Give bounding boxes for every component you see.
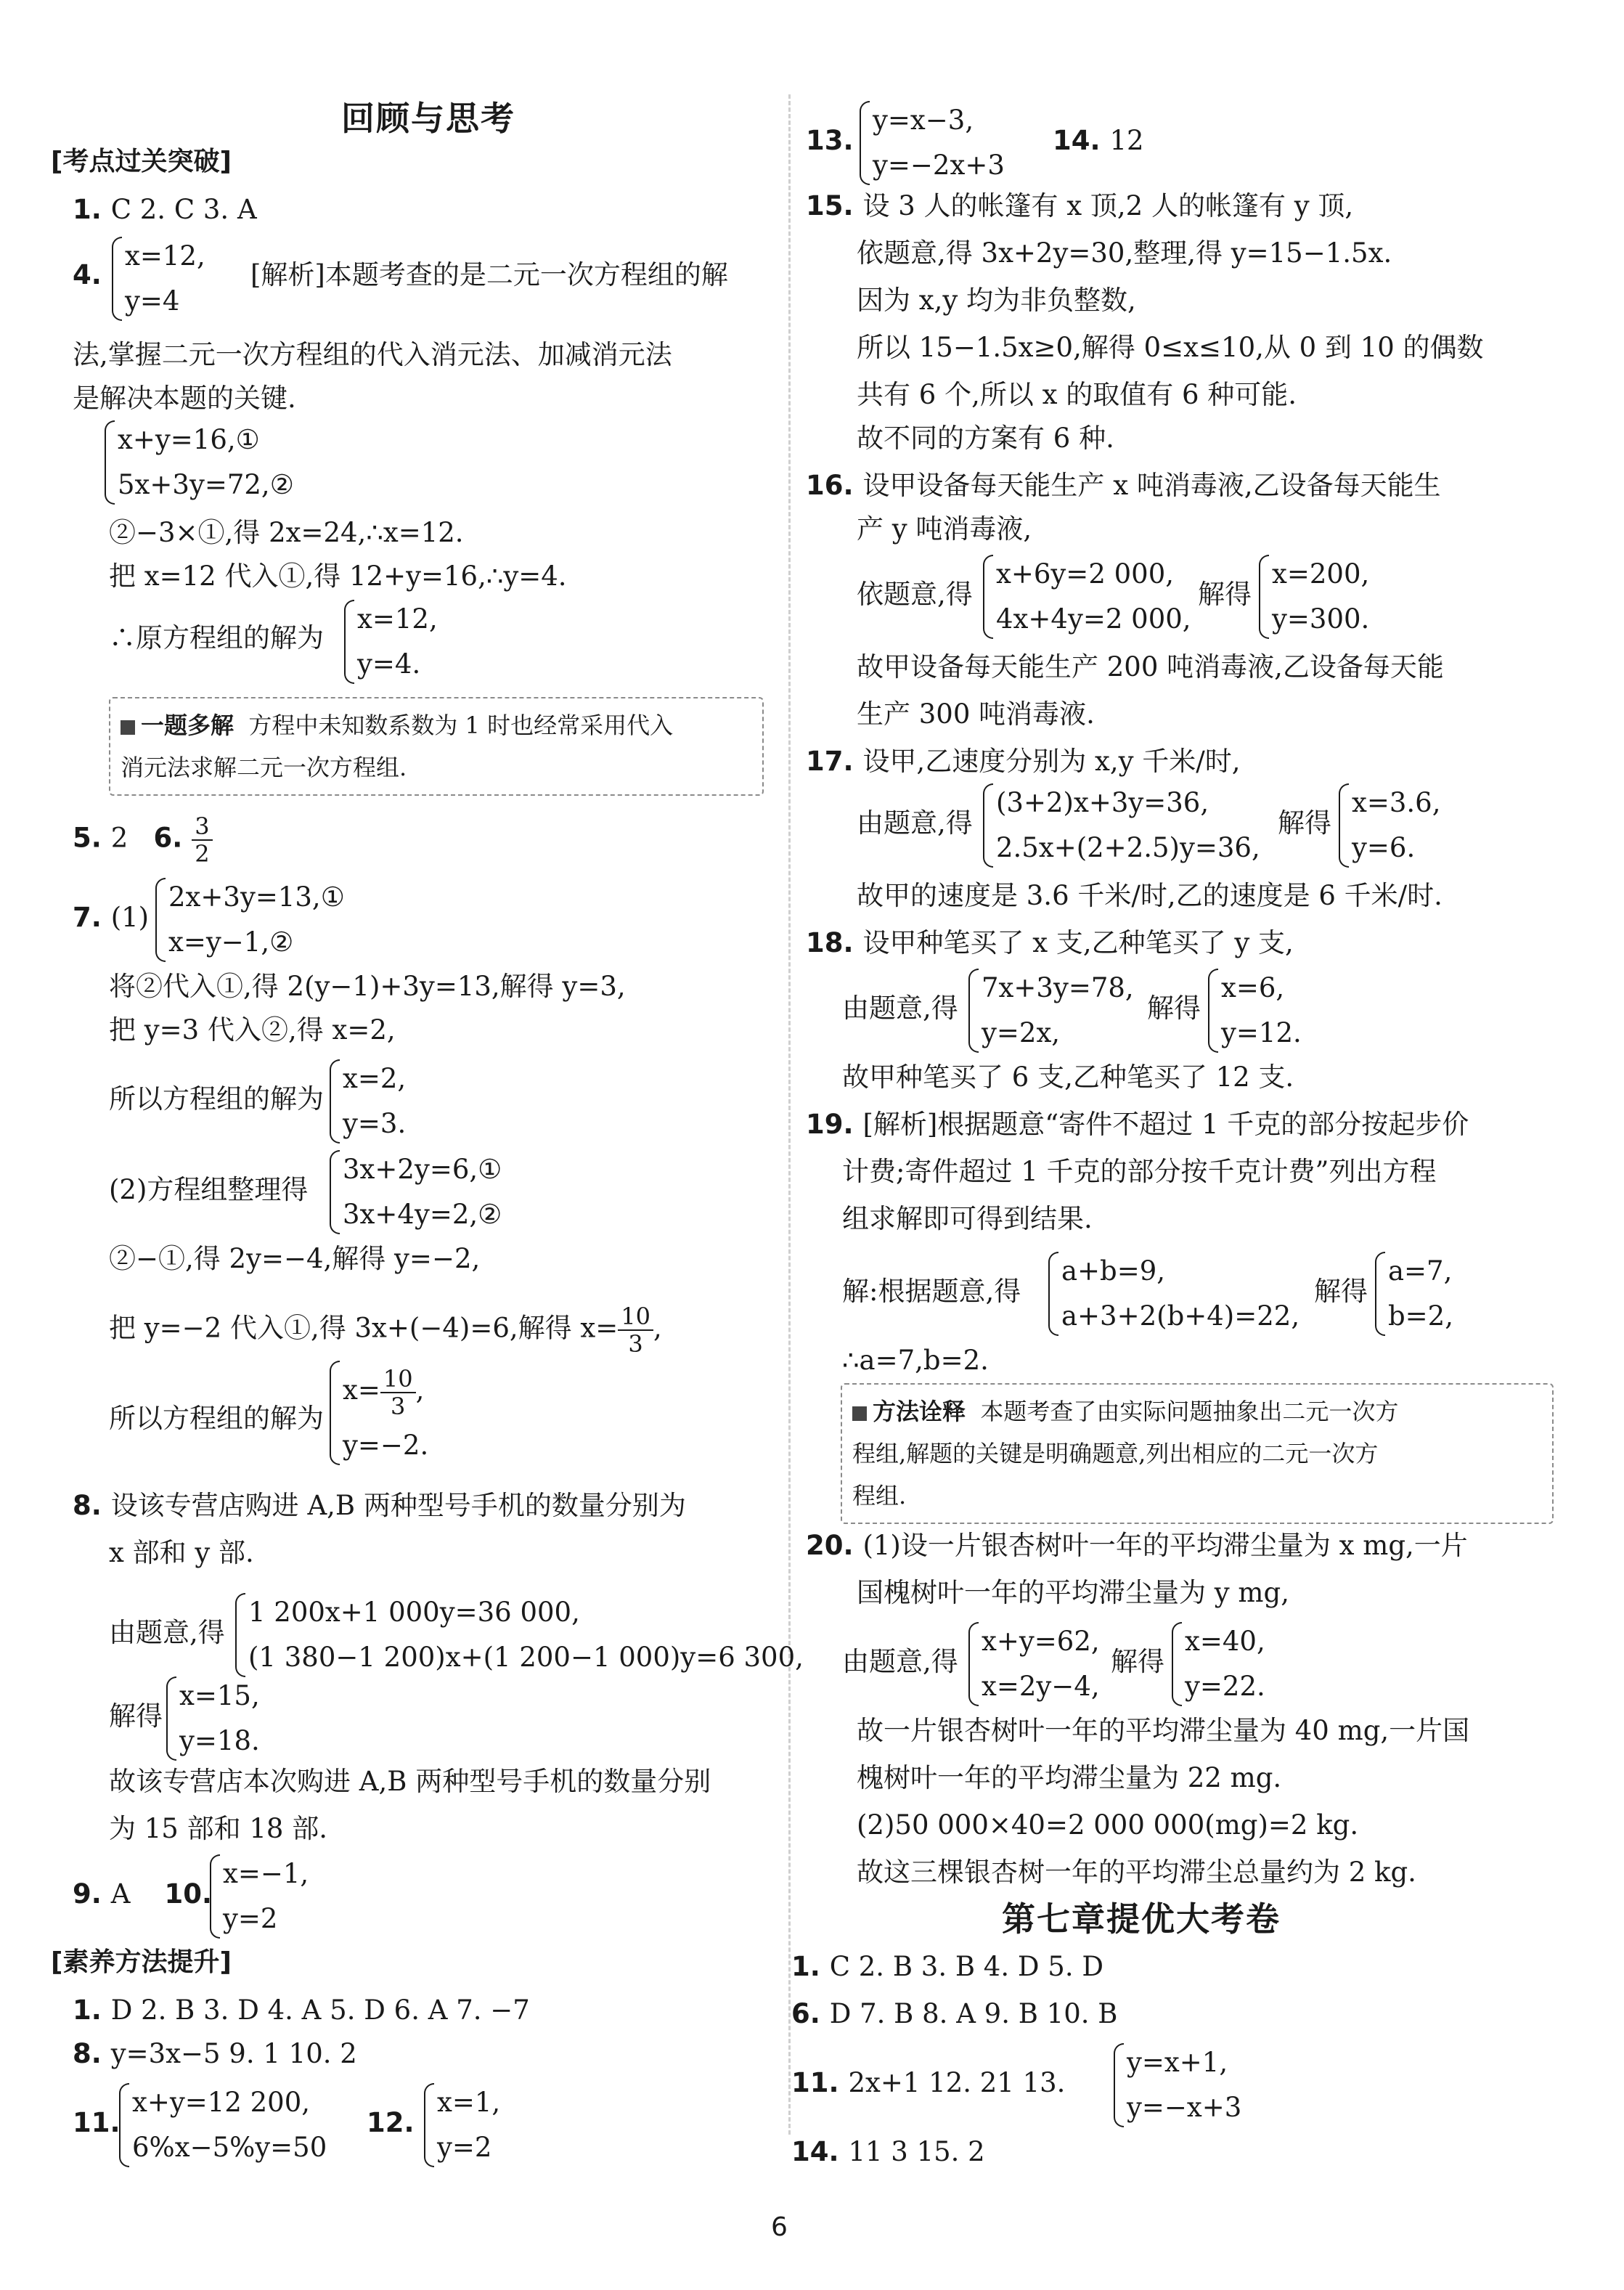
q20-solve-label: 解得 [1111,1646,1164,1677]
q16-line2: 产 y 吨消毒液, [857,513,1032,545]
answers-r8-10: 8. y=3x−5 9. 1 10. 2 [73,2038,357,2069]
q20-line2: 国槐树叶一年的平均滞尘量为 y mg, [857,1577,1289,1608]
multi-solution-note: 一题多解 方程中未知数系数为 1 时也经常采用代入 消元法求解二元一次方程组. [109,697,764,796]
chapter-exam-title: 第七章提优大考卷 [1002,1899,1281,1939]
q8-line2: x 部和 y 部. [109,1537,254,1568]
q20-system: x+y=62, x=2y−4, [966,1619,1100,1709]
q4-equation-system: x+y=16,① 5x+3y=72,② [102,417,294,508]
q7-system1: 2x+3y=13,① x=y−1,② [152,875,345,965]
q19-setup: 解:根据题意,得 [842,1276,1021,1307]
page-number: 6 [771,2212,788,2242]
r11-number: 11. [73,2107,121,2138]
q18-system: 7x+3y=78, y=2x, [966,966,1134,1056]
q4-solution-system: x=12, y=4 [109,234,205,324]
q4-step1: ②−3×①,得 2x=24,∴x=12. [109,517,464,548]
q19-conclusion: ∴a=7,b=2. [842,1345,989,1376]
q8-line1: 8. 设该专营店购进 A,B 两种型号手机的数量分别为 [73,1490,686,1521]
q19-system: a+b=9, a+3+2(b+4)=22, [1045,1249,1299,1339]
q8-conclusion2: 为 15 部和 18 部. [109,1813,327,1844]
q20-conclusion2: 槐树叶一年的平均滞尘量为 22 mg. [857,1762,1282,1793]
q15-line6: 故不同的方案有 6 种. [857,423,1114,454]
q20-conclusion3: 故这三棵银杏树一年的平均滞尘总量约为 2 kg. [857,1857,1416,1888]
column-divider [788,94,791,2135]
q4-step2: 把 x=12 代入①,得 12+y=16,∴y=4. [109,561,567,592]
q15-line5: 共有 6 个,所以 x 的取值有 6 种可能. [857,379,1297,410]
q4-analysis-line1: [解析]本题考查的是二元一次方程组的解 [250,259,728,290]
q20-setup: 由题意,得 [842,1646,958,1677]
subsection-heading-2: [素养方法提升] [51,1947,232,1977]
q7-conclusion2: 所以方程组的解为 [109,1403,324,1434]
q16-solution: x=200, y=300. [1256,552,1369,642]
q8-setup: 由题意,得 [109,1617,225,1648]
exam-answers-1-5: 1. C 2. B 3. B 4. D 5. D [791,1951,1104,1982]
section-title: 回顾与思考 [341,99,515,138]
q14-answer: 14. 12 [1053,125,1144,156]
q7-solution1: x=2, y=3. [327,1056,406,1146]
answers-1-3: 1. C 2. C 3. A [73,194,257,225]
q17-system: (3+2)x+3y=36, 2.5x+(2+2.5)y=36, [980,781,1260,871]
note-tag-2: 方法诠释 [852,1398,966,1425]
q16-conclusion2: 生产 300 吨消毒液. [857,698,1095,730]
q7-conclusion1: 所以方程组的解为 [109,1083,324,1115]
q15-line3: 因为 x,y 均为非负整数, [857,285,1136,316]
q20-conclusion1: 故一片银杏树叶一年的平均滞尘量为 40 mg,一片国 [857,1715,1470,1746]
q7-system2: 3x+2y=6,① 3x+4y=2,② [327,1147,502,1237]
answers-9-10: 9. A 10. [73,1878,213,1910]
r12-number: 12. [367,2107,415,2138]
q19-line1: 19. [解析]根据题意“寄件不超过 1 千克的部分按起步价 [806,1109,1469,1140]
q7-solution2: x= $\frac{10}{3}$ , y=−2. [327,1358,428,1468]
exam-answers-6-10: 6. D 7. B 8. A 9. B 10. B [791,1998,1118,2029]
q16-system: x+6y=2 000, 4x+4y=2 000, [980,552,1191,642]
q17-setup: 由题意,得 [857,807,973,839]
q10-solution: x=−1, y=2 [207,1851,309,1941]
q18-line1: 18. 设甲种笔买了 x 支,乙种笔买了 y 支, [806,927,1294,958]
answers-r1-7: 1. D 2. B 3. D 4. A 5. D 6. A 7. −7 [73,1994,530,2026]
q7-step3: ②−①,得 2y=−4,解得 y=−2, [109,1243,481,1274]
q17-solve-label: 解得 [1278,807,1331,839]
r12-system: x=1, y=2 [421,2080,500,2170]
q19-line2: 计费;寄件超过 1 千克的部分按千克计费”列出方程 [842,1156,1437,1187]
q4-number: 4. [73,259,102,290]
q7-part2: (2)方程组整理得 [109,1174,309,1205]
q16-solve-label: 解得 [1198,579,1252,610]
q20-solution: x=40, y=22. [1169,1619,1265,1709]
r11-system: x+y=12 200, 6%x−5%y=50 [116,2080,327,2170]
q19-solution: a=7, b=2, [1372,1249,1453,1339]
q15-line2: 依题意,得 3x+2y=30,整理,得 y=15−1.5x. [857,237,1392,269]
q16-setup: 依题意,得 [857,579,973,610]
note-tag: 一题多解 [121,712,234,739]
q18-conclusion: 故甲种笔买了 6 支,乙种笔买了 12 支. [842,1062,1294,1093]
q7-solution-fraction: $\frac{10}{3}$ [380,1366,416,1419]
q13-system: y=x−3, y=−2x+3 [857,98,1005,188]
q4-analysis-line2: 法,掌握二元一次方程组的代入消元法、加减消元法 [73,339,672,370]
q4-analysis-line3: 是解决本题的关键. [73,383,296,414]
q20-line1: 20. (1)设一片银杏树叶一年的平均滞尘量为 x mg,一片 [806,1530,1468,1561]
q7-fraction: $\frac{10}{3}$ [618,1303,653,1357]
q8-solve-label: 解得 [109,1700,163,1732]
q17-solution: x=3.6, y=6. [1336,781,1440,871]
q19-line3: 组求解即可得到结果. [842,1203,1093,1234]
method-note: 方法诠释 本题考查了由实际问题抽象出二元一次方 程组,解题的关键是明确题意,列出相应的二元一次方 程组. [841,1383,1554,1524]
q8-solution: x=15, y=18. [163,1674,260,1764]
q15-line4: 所以 15−1.5x≥0,解得 0≤x≤10,从 0 到 10 的偶数 [857,332,1484,363]
q18-setup: 由题意,得 [842,993,958,1024]
subsection-heading: [考点过关突破] [51,147,232,176]
q7-step1: 将②代入①,得 2(y−1)+3y=13,解得 y=3, [109,971,626,1002]
q19-solve-label: 解得 [1314,1276,1368,1307]
exam-answers-14-15: 14. 11 3 15. 2 [791,2136,985,2167]
q4-conclusion-system: x=12, y=4. [341,597,438,687]
q4-conclusion: ∴原方程组的解为 [109,622,324,653]
exam-answers-11-13: 11. 2x+1 12. 21 13. [791,2067,1066,2098]
q18-solution: x=6, y=12. [1205,966,1302,1056]
q8-system: 1 200x+1 000y=36 000, (1 380−1 200)x+(1 200−1 000)y=6 300, [232,1590,804,1680]
q16-conclusion1: 故甲设备每天能生产 200 吨消毒液,乙设备每天能 [857,651,1444,682]
q17-conclusion: 故甲的速度是 3.6 千米/时,乙的速度是 6 千米/时. [857,880,1443,911]
q15-line1: 15. 设 3 人的帐篷有 x 顶,2 人的帐篷有 y 顶, [806,190,1354,221]
q20-part2: (2)50 000×40=2 000 000(mg)=2 kg. [857,1809,1359,1841]
answers-5-6: 5. 2 6. $\frac{3}{2}$ [73,813,213,867]
q7-step4: 把 y=−2 代入①,得 3x+(−4)=6,解得 x= $\frac{10}{3}$ , [109,1303,662,1358]
q8-conclusion1: 故该专营店本次购进 A,B 两种型号手机的数量分别 [109,1766,711,1797]
q16-line1: 16. 设甲设备每天能生产 x 吨消毒液,乙设备每天能生 [806,470,1441,501]
q7-part1-label: 7. (1) [73,902,150,933]
q7-step2: 把 y=3 代入②,得 x=2, [109,1014,396,1046]
q17-line1: 17. 设甲,乙速度分别为 x,y 千米/时, [806,746,1241,777]
q6-fraction: $\frac{3}{2}$ [192,813,212,867]
q13-number: 13. [806,125,854,156]
exam-q13-system: y=x+1, y=−x+3 [1111,2040,1241,2130]
q18-solve-label: 解得 [1147,993,1201,1024]
